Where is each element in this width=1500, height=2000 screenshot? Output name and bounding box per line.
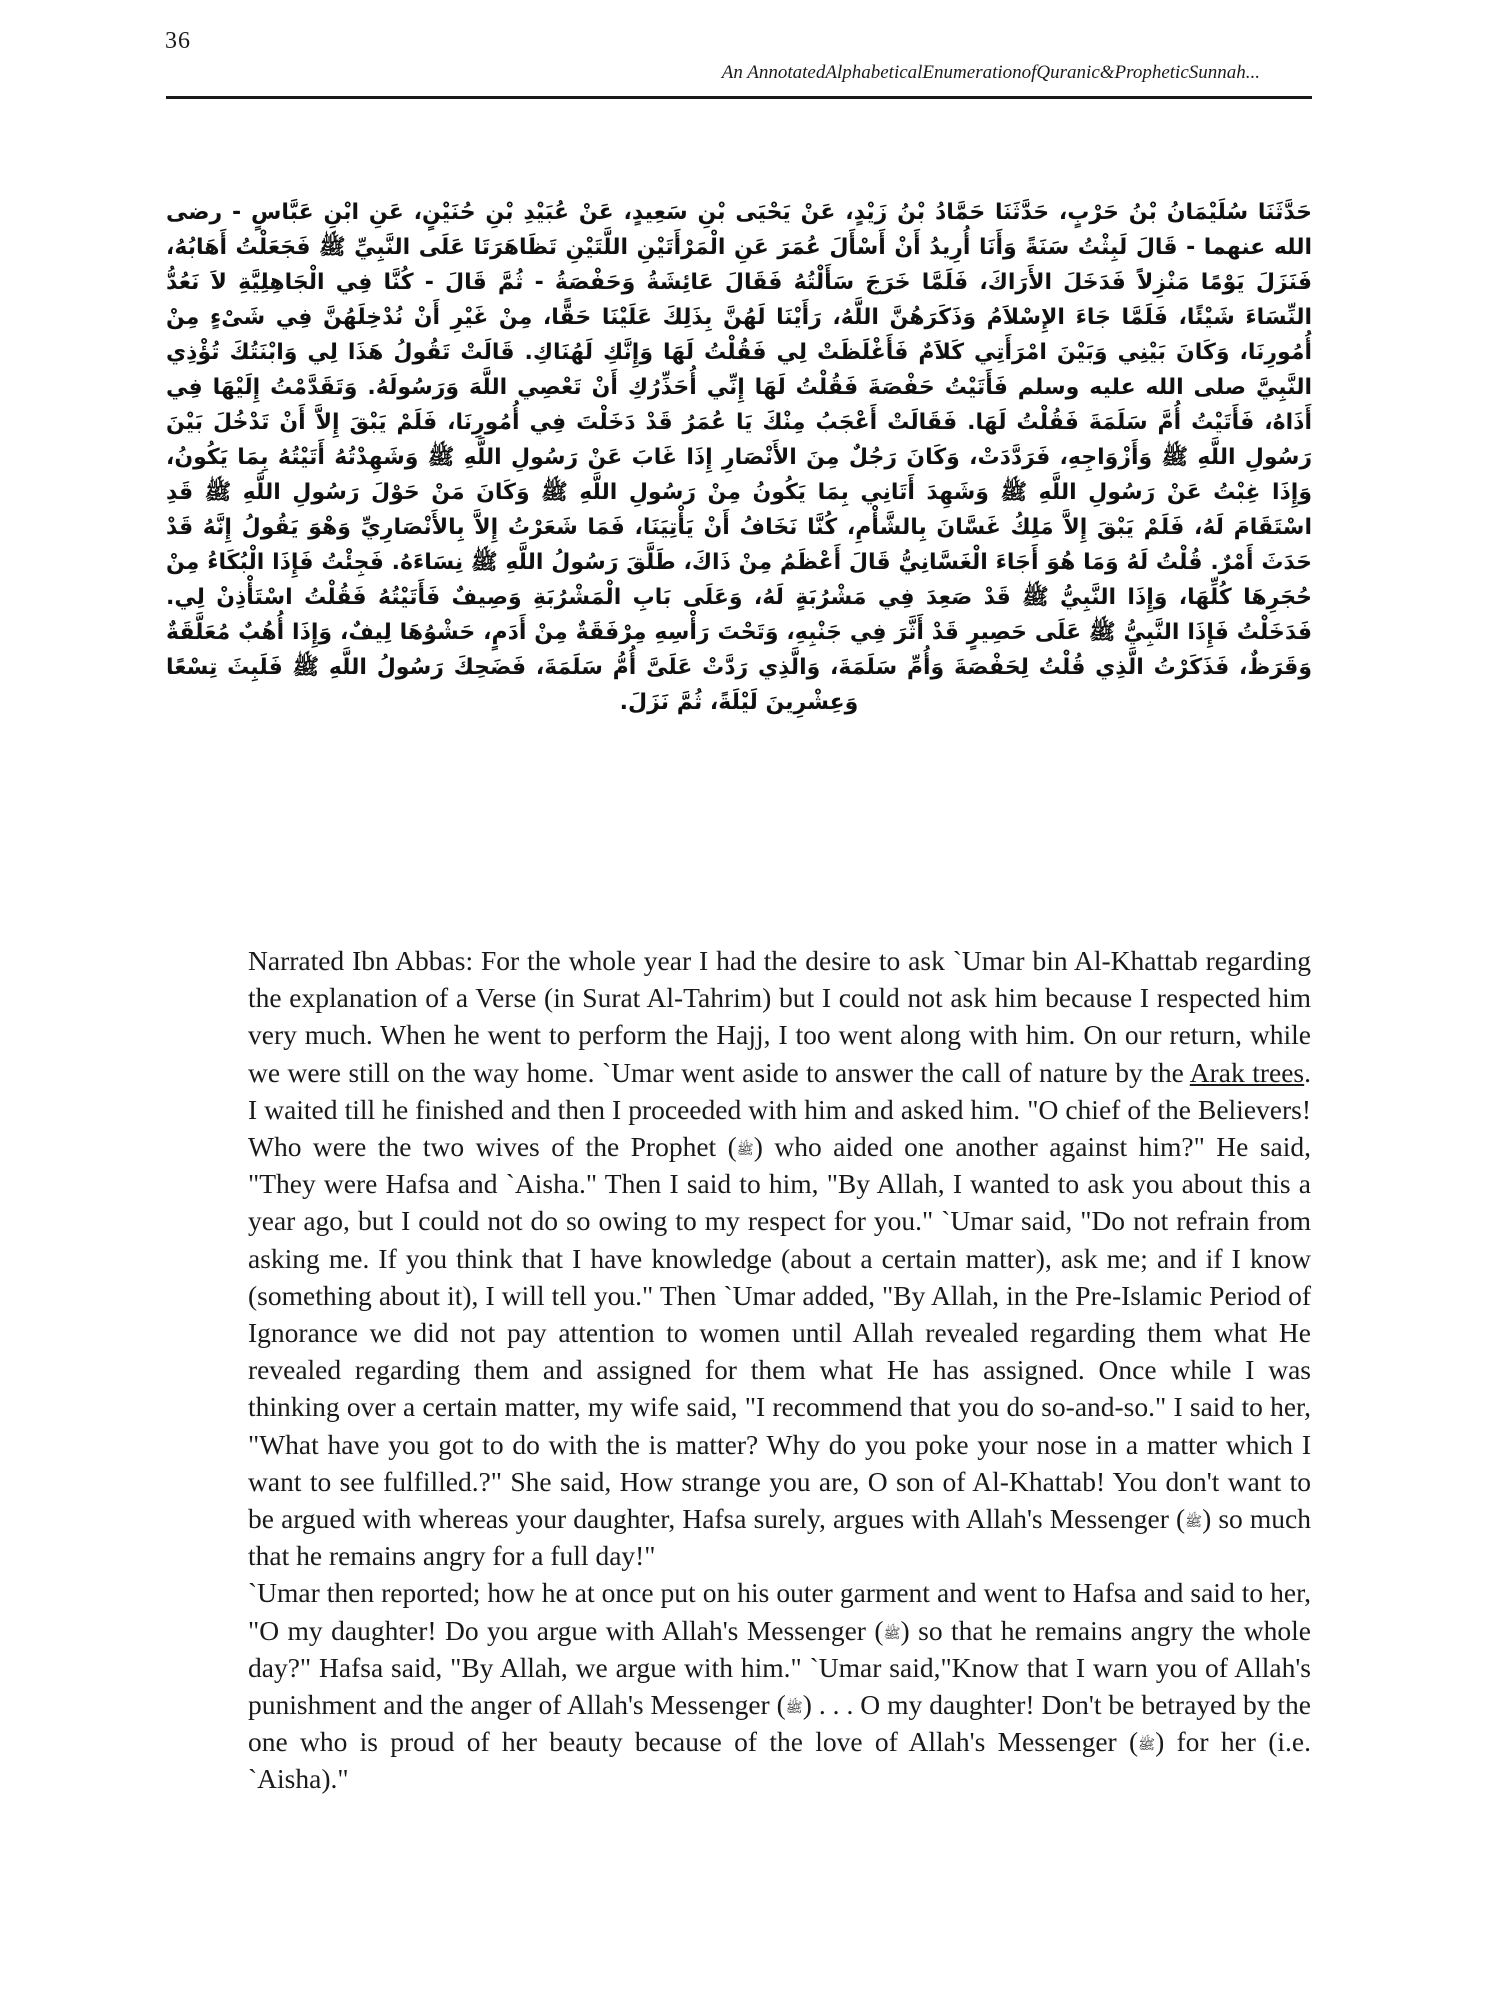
running-title: An AnnotatedAlphabeticalEnumerationofQuranic&PropheticSunnah... (721, 62, 1260, 83)
translation-text: ) . . . O my daughter! Don't be betrayed by the one who is proud of her beauty because of the love of Allah's Messenger ( (248, 1689, 1311, 1758)
page-number: 36 (165, 28, 191, 54)
salutation-glyph: ﷺ (883, 1625, 901, 1642)
translation-text: `Umar then reported; how he at once put on his outer garment and went to Hafsa and said to her, "O my daughter! Do you argue with Allah's Messenger ( (248, 1577, 1311, 1646)
arabic-hadith-text: حَدَّثَنَا سُلَيْمَانُ بْنُ حَرْبٍ، حَدَّثَنَا حَمَّادُ بْنُ زَيْدٍ، عَنْ يَحْيَى بْنِ سَعِيدٍ، عَنْ عُبَيْدِ بْنِ حُنَيْنٍ، عَنِ ابْنِ عَبَّاسٍ - رضى الله عنهما - قَالَ لَبِثْتُ سَنَةً وَأَنَا أُرِيدُ أَنْ أَسْأَلَ عُمَرَ عَنِ الْمَرْأَتَيْنِ اللَّتَيْنِ تَظَاهَرَتَا عَلَى النَّبِيِّ ﷺ فَجَعَلْتُ أَهَابُهُ، فَنَزَلَ يَوْمًا مَنْزِلاً فَدَخَلَ الأَرَاكَ، فَلَمَّا خَرَجَ سَأَلْتُهُ فَقَالَ عَائِشَةُ وَحَفْصَةُ - ثُمَّ قَالَ - كُنَّا فِي الْجَاهِلِيَّةِ لاَ نَعُدُّ النِّسَاءَ شَيْئًا، فَلَمَّا جَاءَ الإِسْلاَمُ وَذَكَرَهُنَّ اللَّهُ، رَأَيْنَا لَهُنَّ بِذَلِكَ عَلَيْنَا حَقًّا، مِنْ غَيْرِ أَنْ نُدْخِلَهُنَّ فِي شَىْءٍ مِنْ أُمُورِنَا، وَكَانَ بَيْنِي وَبَيْنَ امْرَأَتِي كَلاَمٌ فَأَغْلَظَتْ لِي فَقُلْتُ لَهَا وَإِنَّكِ لَهُنَاكِ‏.‏ قَالَتْ تَقُولُ هَذَا لِي وَابْنَتُكَ تُؤْذِي النَّبِيَّ صلى الله عليه وسلم فَأَتَيْتُ حَفْصَةَ فَقُلْتُ لَهَا إِنِّي أُحَذِّرُكِ أَنْ تَعْصِي اللَّهَ وَرَسُولَهُ‏.‏ وَتَقَدَّمْتُ إِلَيْهَا فِي أَذَاهُ، فَأَتَيْتُ أُمَّ سَلَمَةَ فَقُلْتُ لَهَا‏.‏ فَقَالَتْ أَعْجَبُ مِنْكَ يَا عُمَرُ قَدْ دَخَلْتَ فِي أُمُورِنَا، فَلَمْ يَبْقَ إِلاَّ أَنْ تَدْخُلَ بَيْنَ رَسُولِ اللَّهِ ﷺ وَأَزْوَاجِهِ، فَرَدَّدَتْ، وَكَانَ رَجُلٌ مِنَ الأَنْصَارِ إِذَا غَابَ عَنْ رَسُولِ اللَّهِ ﷺ وَشَهِدْتُهُ أَتَيْتُهُ بِمَا يَكُونُ، وَإِذَا غِبْتُ عَنْ رَسُولِ اللَّهِ ﷺ وَشَهِدَ أَتَانِي بِمَا يَكُونُ مِنْ رَسُولِ اللَّهِ ﷺ وَكَانَ مَنْ حَوْلَ رَسُولِ اللَّهِ ﷺ قَدِ اسْتَقَامَ لَهُ، فَلَمْ يَبْقَ إِلاَّ مَلِكُ غَسَّانَ بِالشَّأْمِ، كُنَّا نَخَافُ أَنْ يَأْتِيَنَا، فَمَا شَعَرْتُ إِلاَّ بِالأَنْصَارِيِّ وَهْوَ يَقُولُ إِنَّهُ قَدْ حَدَثَ أَمْرٌ‏.‏ قُلْتُ لَهُ وَمَا هُوَ أَجَاءَ الْغَسَّانِيُّ قَالَ أَعْظَمُ مِنْ ذَاكَ، طَلَّقَ رَسُولُ اللَّهِ ﷺ نِسَاءَهُ‏.‏ فَجِئْتُ فَإِذَا الْبُكَاءُ مِنْ حُجَرِهَا كُلِّهَا، وَإِذَا النَّبِيُّ ﷺ قَدْ صَعِدَ فِي مَشْرُبَةٍ لَهُ، وَعَلَى بَابِ الْمَشْرُبَةِ وَصِيفٌ فَأَتَيْتُهُ فَقُلْتُ اسْتَأْذِنْ لِي‏.‏ فَدَخَلْتُ فَإِذَا النَّبِيُّ ﷺ عَلَى حَصِيرٍ قَدْ أَثَّرَ فِي جَنْبِهِ، وَتَحْتَ رَأْسِهِ مِرْفَقَةٌ مِنْ أَدَمٍ، حَشْوُهَا لِيفٌ، وَإِذَا أُهُبٌ مُعَلَّقَةٌ وَقَرَظٌ، فَذَكَرْتُ الَّذِي قُلْتُ لِحَفْصَةَ وَأُمِّ سَلَمَةَ، وَالَّذِي رَدَّتْ عَلَىَّ أُمُّ سَلَمَةَ، فَضَحِكَ رَسُولُ اللَّهِ ﷺ فَلَبِثَ تِسْعًا وَعِشْرِينَ لَيْلَةً، ثُمَّ نَزَلَ‏.‏ (166, 200, 1312, 715)
salutation-glyph: ﷺ (785, 1700, 803, 1717)
translation-text: . I waited till he finished and then I proceeded with him and asked him. "O chief of the Believers! Who were the two wives of the Prophet ( (248, 1056, 1311, 1163)
translation-text: ) for her (i.e. `Aisha)." (248, 1726, 1311, 1795)
header-rule (166, 96, 1312, 99)
translation-text: ) so much that he remains angry for a full day!" (248, 1503, 1311, 1572)
salutation-glyph: ﷺ (736, 1142, 754, 1159)
salutation-glyph: ﷺ (1185, 1514, 1203, 1531)
translation-text: ) who aided one another against him?" He said, "They were Hafsa and `Aisha." Then I said to him, "By Allah, I wanted to ask you about this a year ago, but I could not do so owing to my respect for you." `Umar said, "Do not refrain from asking me. If you think that I have knowledge (about a certain matter), ask me; and if I know (something about it), I will tell you." Then `Umar added, "By Allah, in the Pre-Islamic Period of Ignorance we did not pay attention to women until Allah revealed regarding them what He revealed regarding them and assigned for them what He has assigned. Once while I was thinking over a certain matter, my wife said, "I recommend that you do so-and-so." I said to her, "What have you got to do with the is matter? Why do you poke your nose in a matter which I want to see fulfilled.?" She said, How strange you are, O son of Al-Khattab! You don't want to be argued with whereas your daughter, Hafsa surely, argues with Allah's Messenger ( (248, 1131, 1311, 1535)
translation-text: Narrated Ibn Abbas: For the whole year I had the desire to ask `Umar bin Al-Khattab regarding the explanation of a Verse (in Surat Al-Tahrim) but I could not ask him because I respected him very much. When he went to perform the Hajj, I too went along with him. On our return, while we were still on the way home. `Umar went aside to answer the call of nature by the (248, 945, 1311, 1088)
salutation-glyph: ﷺ (1138, 1737, 1156, 1754)
underlined-place-reference: Arak trees (1189, 1056, 1305, 1088)
english-translation (248, 942, 1311, 1798)
translation-text: ) so that he remains angry the whole day?" Hafsa said, "By Allah, we argue with him." `Umar said,"Know that I warn you of Allah's punishment and the anger of Allah's Messenger ( (248, 1614, 1311, 1721)
